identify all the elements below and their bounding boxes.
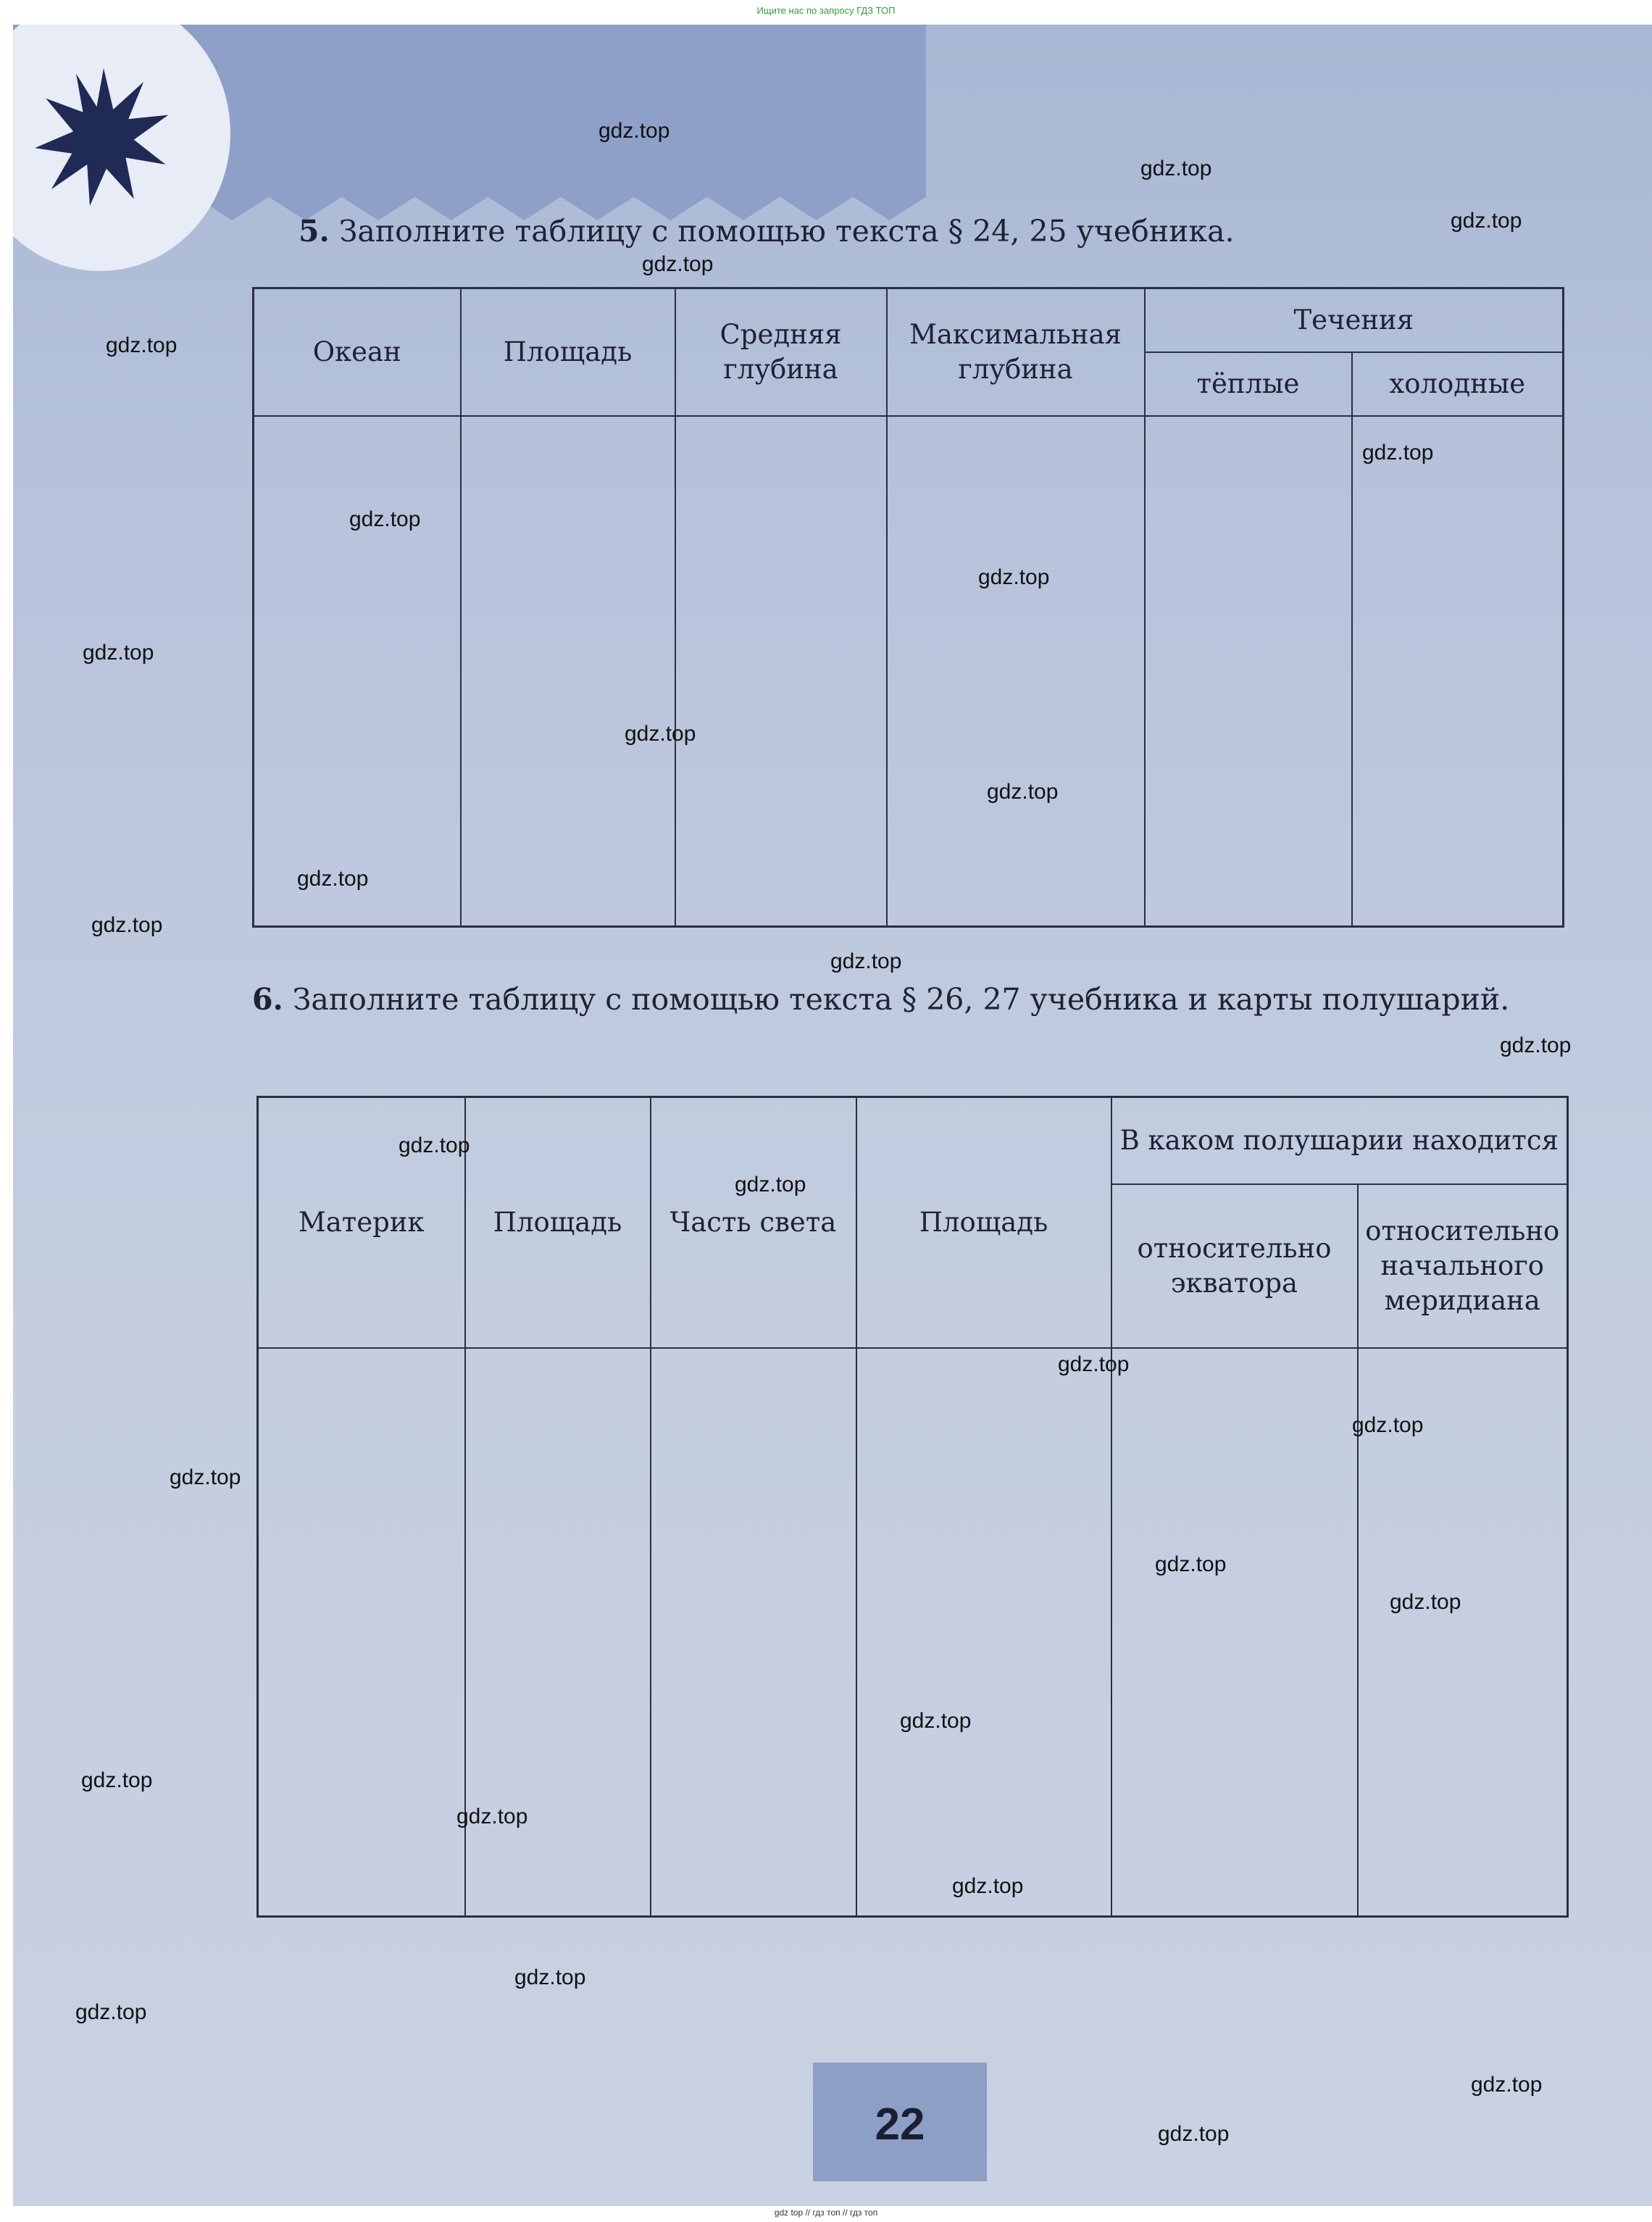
col-hemisphere: В каком полушарии находится bbox=[1111, 1097, 1568, 1184]
cell-ocean-input[interactable] bbox=[254, 416, 461, 927]
col-max-depth: Максимальная глубина bbox=[887, 288, 1145, 416]
watermark: gdz.top bbox=[399, 1133, 470, 1157]
cell-area-input[interactable] bbox=[461, 416, 675, 927]
task-5-text: Заполните таблицу с помощью текста § 24, 25 учебника. bbox=[338, 214, 1235, 249]
col-meridian: относительно начального меридиана bbox=[1358, 1184, 1568, 1348]
col-warm-currents: тёплые bbox=[1145, 352, 1352, 416]
col-part-of-world: Часть света bbox=[651, 1097, 856, 1348]
task-6-title bbox=[252, 978, 1564, 1020]
watermark: gdz.top bbox=[81, 1768, 153, 1792]
col-area: Площадь bbox=[461, 288, 675, 416]
watermark: gdz.top bbox=[170, 1465, 241, 1489]
task-6-number: 6. bbox=[252, 982, 283, 1017]
cell-avg-depth-input[interactable] bbox=[675, 416, 887, 927]
watermark: gdz.top bbox=[1352, 1413, 1424, 1437]
task-6-text: Заполните таблицу с помощью текста § 26, 27 учебника и карты полушарий. bbox=[292, 982, 1510, 1017]
cell-warm-input[interactable] bbox=[1145, 416, 1352, 927]
cell-max-depth-input[interactable] bbox=[887, 416, 1145, 927]
watermark: gdz.top bbox=[1058, 1352, 1130, 1376]
col-area: Площадь bbox=[465, 1097, 651, 1348]
watermark: gdz.top bbox=[106, 333, 178, 357]
watermark: gdz.top bbox=[83, 641, 154, 665]
watermark: gdz.top bbox=[598, 119, 670, 143]
cell-area-2-input[interactable] bbox=[856, 1348, 1111, 1917]
col-continent: Материк bbox=[258, 1097, 465, 1348]
watermark: gdz.top bbox=[1362, 441, 1434, 465]
watermark: gdz.top bbox=[514, 1965, 586, 1989]
watermark: gdz.top bbox=[297, 867, 369, 891]
watermark: gdz.top bbox=[830, 949, 902, 973]
watermark: gdz.top bbox=[642, 252, 714, 276]
col-equator: относительно экватора bbox=[1111, 1184, 1358, 1348]
watermark: gdz.top bbox=[91, 913, 163, 937]
watermark: gdz.top bbox=[1390, 1590, 1461, 1614]
task-5-title bbox=[299, 210, 1235, 252]
watermark: gdz.top bbox=[900, 1709, 972, 1733]
continents-table bbox=[256, 1096, 1569, 1918]
col-ocean: Океан bbox=[254, 288, 461, 416]
watermark: gdz.top bbox=[75, 2000, 147, 2024]
page-number: 22 bbox=[875, 2100, 925, 2150]
watermark: gdz.top bbox=[1158, 2122, 1230, 2146]
col-avg-depth: Средняя глубина bbox=[675, 288, 887, 416]
oceans-table bbox=[252, 287, 1564, 928]
col-currents: Течения bbox=[1145, 288, 1564, 352]
cell-continent-input[interactable] bbox=[258, 1348, 465, 1917]
top-banner: Ищите нас по запросу ГДЗ ТОП bbox=[756, 5, 896, 16]
col-area-2: Площадь bbox=[856, 1097, 1111, 1348]
watermark: gdz.top bbox=[978, 565, 1050, 589]
cell-area-input[interactable] bbox=[465, 1348, 651, 1917]
watermark: gdz.top bbox=[1451, 209, 1522, 233]
cell-equator-input[interactable] bbox=[1111, 1348, 1358, 1917]
watermark: gdz.top bbox=[1155, 1552, 1227, 1576]
star-icon bbox=[35, 68, 172, 206]
watermark: gdz.top bbox=[1500, 1033, 1572, 1057]
watermark: gdz.top bbox=[456, 1805, 528, 1828]
watermark: gdz.top bbox=[735, 1173, 806, 1197]
watermark: gdz.top bbox=[1471, 2073, 1543, 2097]
col-cold-currents: холодные bbox=[1352, 352, 1564, 416]
watermark: gdz.top bbox=[625, 722, 696, 746]
watermark: gdz.top bbox=[349, 507, 421, 531]
bottom-banner: gdz top // гдз топ // гдз топ bbox=[774, 2208, 878, 2218]
watermark: gdz.top bbox=[1140, 157, 1212, 180]
watermark: gdz.top bbox=[952, 1874, 1024, 1898]
task-5-number: 5. bbox=[299, 214, 330, 249]
cell-cold-input[interactable] bbox=[1352, 416, 1564, 927]
cell-part-of-world-input[interactable] bbox=[651, 1348, 856, 1917]
watermark: gdz.top bbox=[987, 780, 1059, 804]
